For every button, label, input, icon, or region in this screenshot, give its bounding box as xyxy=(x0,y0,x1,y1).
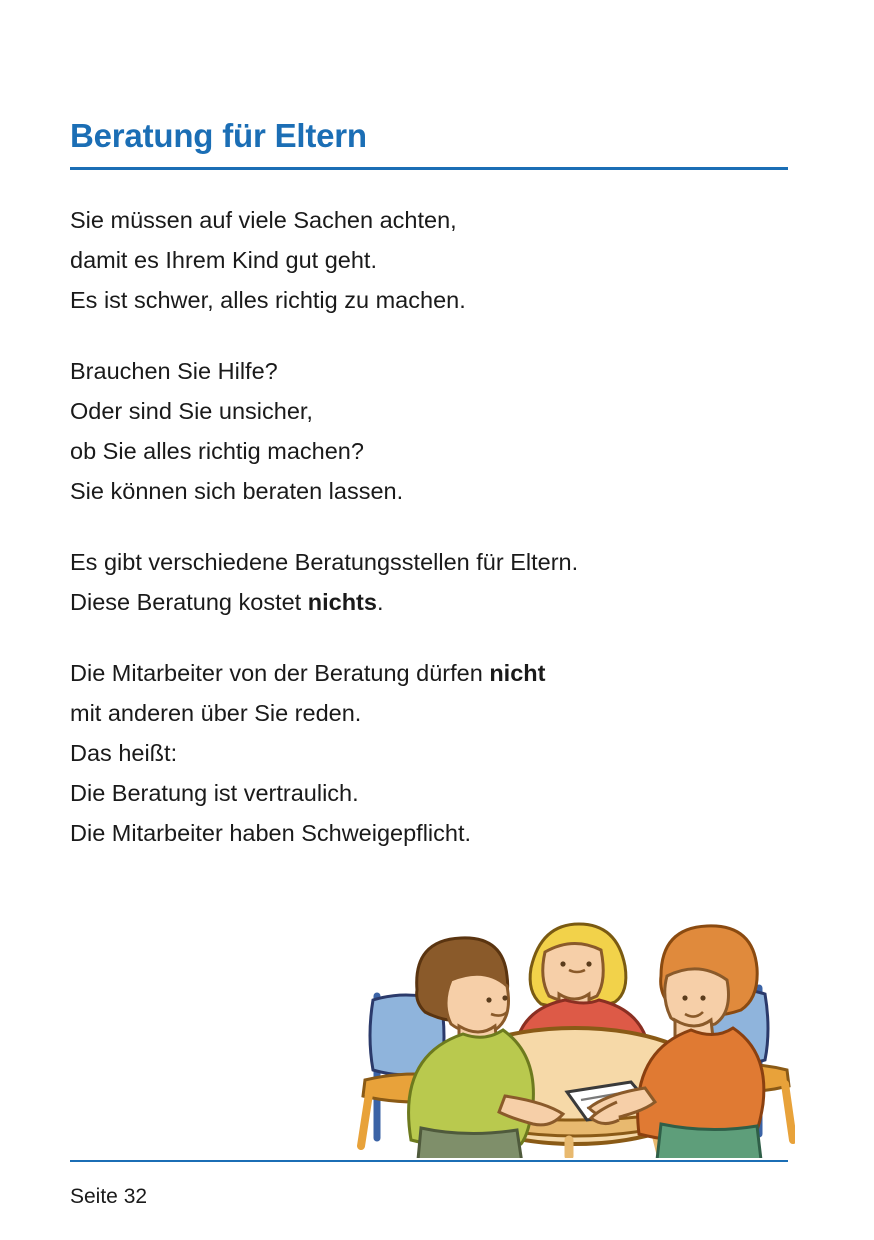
page-title: Beratung für Eltern xyxy=(70,117,367,154)
text-run: Diese Beratung kostet xyxy=(70,589,308,616)
text-line xyxy=(70,471,788,511)
body-text xyxy=(70,200,788,853)
text-run: Die Beratung ist vertraulich. xyxy=(70,780,359,807)
page-content xyxy=(70,118,788,853)
text-line xyxy=(70,733,788,773)
text-line xyxy=(70,542,788,582)
text-run: ob Sie alles richtig machen? xyxy=(70,438,364,465)
text-run: Sie müssen auf viele Sachen achten, xyxy=(70,207,457,234)
text-run: Die Mitarbeiter haben Schweigepflicht. xyxy=(70,820,472,847)
text-run: Oder sind Sie unsicher, xyxy=(70,398,313,425)
text-run: Das heißt: xyxy=(70,740,178,767)
text-line xyxy=(70,582,788,622)
text-run: mit anderen über Sie reden. xyxy=(70,700,362,727)
emphasized-text: nicht xyxy=(489,660,546,687)
text-run: Es ist schwer, alles richtig zu machen. xyxy=(70,287,466,314)
text-line xyxy=(70,773,788,813)
paragraph xyxy=(70,200,788,320)
text-run: damit es Ihrem Kind gut geht. xyxy=(70,247,377,274)
text-line xyxy=(70,431,788,471)
footer-divider xyxy=(70,1160,788,1162)
title-divider xyxy=(70,167,788,170)
text-run: Brauchen Sie Hilfe? xyxy=(70,358,278,385)
paragraph xyxy=(70,653,788,853)
illustration-counselling-scene xyxy=(355,848,795,1158)
paragraph xyxy=(70,351,788,511)
text-line xyxy=(70,391,788,431)
page-number: Seite 32 xyxy=(70,1185,148,1208)
paragraph xyxy=(70,542,788,622)
text-line xyxy=(70,653,788,693)
text-line xyxy=(70,280,788,320)
text-run: . xyxy=(376,589,384,616)
text-run: Sie können sich beraten lassen. xyxy=(70,478,404,505)
text-line xyxy=(70,693,788,733)
text-line xyxy=(70,351,788,391)
text-line xyxy=(70,200,788,240)
text-run: Die Mitarbeiter von der Beratung dürfen xyxy=(70,660,490,687)
text-run: Es gibt verschiedene Beratungsstellen für Eltern. xyxy=(70,549,579,576)
emphasized-text: nichts xyxy=(307,589,377,616)
text-line xyxy=(70,240,788,280)
